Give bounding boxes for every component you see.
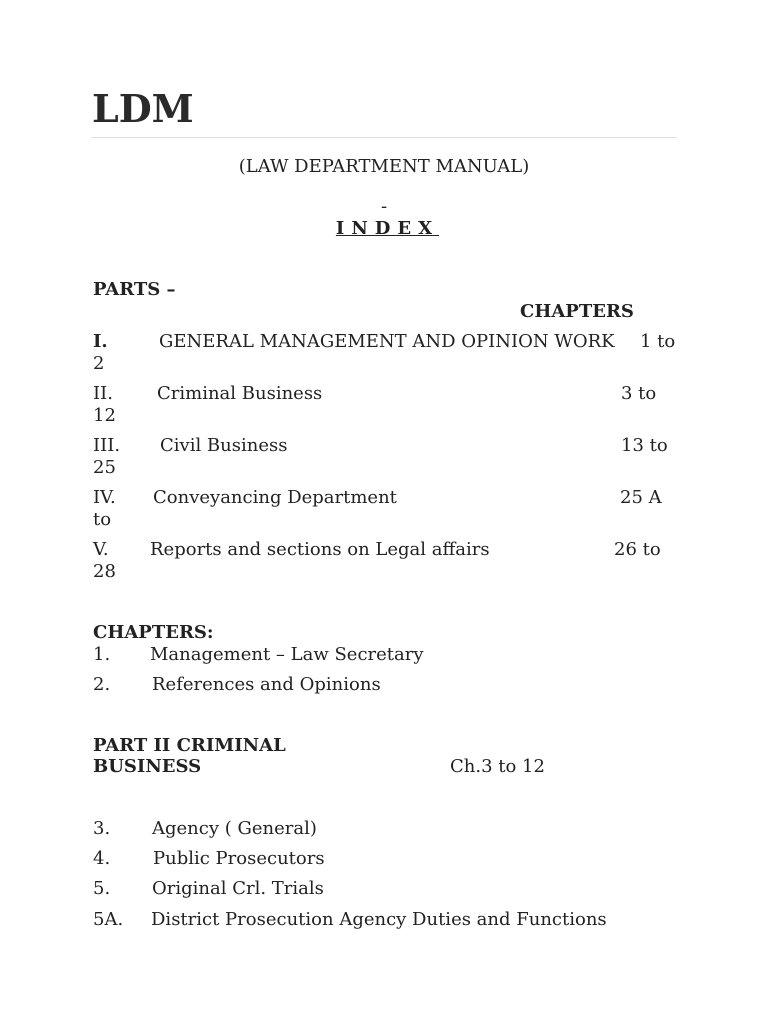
part-title: Reports and sections on Legal affairs xyxy=(150,539,490,560)
part-chapter-range-start: 13 to xyxy=(621,435,668,456)
chapter-title: Public Prosecutors xyxy=(153,848,325,869)
parts-heading: PARTS – xyxy=(93,279,176,300)
part-chapter-range-start: 26 to xyxy=(614,539,661,560)
part-title: GENERAL MANAGEMENT AND OPINION WORK xyxy=(159,331,615,352)
chapter-title: Management – Law Secretary xyxy=(150,644,424,665)
part-chapter-range-start: 25 A xyxy=(620,487,662,508)
part-numeral: III. xyxy=(93,435,121,456)
part-two-chapter-range: Ch.3 to 12 xyxy=(450,756,545,777)
part-two-heading-line1: PART II CRIMINAL xyxy=(93,735,286,756)
document-title: LDM xyxy=(92,86,194,131)
title-divider xyxy=(91,137,677,138)
chapter-title: Original Crl. Trials xyxy=(152,878,324,899)
part-chapter-range-end: 25 xyxy=(93,457,116,478)
chapter-number: 1. xyxy=(93,644,111,665)
part-chapter-range-end: to xyxy=(93,509,112,530)
chapter-title: References and Opinions xyxy=(152,674,381,695)
part-chapter-range-end: 12 xyxy=(93,405,116,426)
chapter-title: Agency ( General) xyxy=(152,818,317,839)
chapter-title: District Prosecution Agency Duties and Functions xyxy=(151,909,607,930)
chapters-heading: CHAPTERS: xyxy=(93,622,214,643)
part-title: Conveyancing Department xyxy=(153,487,397,508)
index-heading: INDEX xyxy=(335,218,440,239)
chapter-number: 5A. xyxy=(93,909,124,930)
part-numeral: II. xyxy=(93,383,113,404)
part-numeral: I. xyxy=(93,331,108,352)
part-chapter-range-end: 28 xyxy=(93,561,116,582)
part-numeral: IV. xyxy=(93,487,116,508)
chapter-number: 2. xyxy=(93,674,111,695)
chapter-number: 4. xyxy=(93,848,111,869)
document-subtitle: (LAW DEPARTMENT MANUAL) xyxy=(238,156,530,177)
part-title: Criminal Business xyxy=(157,383,323,404)
part-title: Civil Business xyxy=(160,435,288,456)
chapter-number: 5. xyxy=(93,878,111,899)
chapters-column-label: CHAPTERS xyxy=(520,301,634,322)
part-chapter-range-end: 2 xyxy=(93,353,105,374)
chapter-number: 3. xyxy=(93,818,111,839)
part-chapter-range-start: 1 to xyxy=(640,331,676,352)
part-chapter-range-start: 3 to xyxy=(621,383,657,404)
dash-separator: - xyxy=(380,196,388,217)
part-numeral: V. xyxy=(93,539,109,560)
part-two-heading-line2: BUSINESS xyxy=(93,756,202,777)
